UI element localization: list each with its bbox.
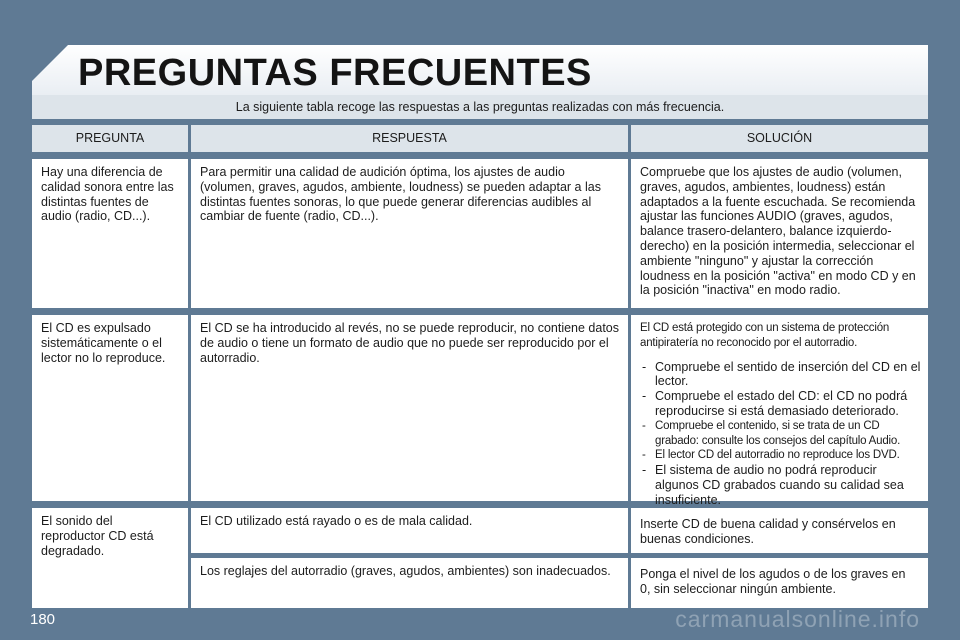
row3-answer-1: El CD utilizado está rayado o es de mala calidad. bbox=[191, 508, 628, 553]
solution-list-item: - Compruebe el sentido de inserción del CD en el lector. bbox=[640, 360, 922, 390]
intro-text: La siguiente tabla recoge las respuestas a las preguntas realizadas con más frecuencia. bbox=[32, 95, 928, 119]
row2-question: El CD es expulsado sistemáticamente o el lector no lo reproduce. bbox=[32, 315, 188, 501]
row2-solution bbox=[631, 315, 928, 507]
solution-list-item: - El sistema de audio no podrá reproducir algunos CD grabados cuando su calidad sea insuficiente. bbox=[640, 463, 922, 507]
header-solution: SOLUCIÓN bbox=[631, 125, 928, 152]
row2-solution-list bbox=[640, 360, 922, 508]
solution-list-item: - El lector CD del autorradio no reproduce los DVD. bbox=[640, 448, 922, 463]
row1-answer: Para permitir una calidad de audición óptima, los ajustes de audio (volumen, graves, agudos, ambiente, loudness) se pueden adaptar a las distintas fuentes sonoras, lo que puede generar diferencias audibles al cambiar de fuente (radio, CD...). bbox=[191, 159, 628, 308]
row3-solution-1: Inserte CD de buena calidad y consérvelos en buenas condiciones. bbox=[631, 508, 928, 553]
row3-question: El sonido del reproductor CD está degradado. bbox=[32, 508, 188, 608]
row3-solution-2: Ponga el nivel de los agudos o de los graves en 0, sin seleccionar ningún ambiente. bbox=[631, 558, 928, 608]
watermark: carmanualsonline.info bbox=[675, 606, 920, 632]
row2-solution-intro: El CD está protegido con un sistema de protección antipiratería no reconocido por el autorradio. bbox=[640, 322, 890, 349]
page-title: PREGUNTAS FRECUENTES bbox=[78, 52, 592, 94]
row2-answer: El CD se ha introducido al revés, no se puede reproducir, no contiene datos de audio o tiene un formato de audio que no puede ser reproducido por el autorradio. bbox=[191, 315, 628, 501]
row1-question: Hay una diferencia de calidad sonora entre las distintas fuentes de audio (radio, CD...). bbox=[32, 159, 188, 308]
row1-solution: Compruebe que los ajustes de audio (volumen, graves, agudos, ambientes, loudness) están adaptados a la fuente escuchada. Se recomienda ajustar las funciones AUDIO (graves, agudos, balance trasero-delantero, balance izquierdo-derecho) en la posición intermedia, seleccionar el ambiente "ninguno" y ajustar la corrección loudness en la posición "activa" en modo CD y en la posición "inactiva" en modo radio. bbox=[631, 159, 928, 308]
header-question: PREGUNTA bbox=[32, 125, 188, 152]
header-answer: RESPUESTA bbox=[191, 125, 628, 152]
faq-page bbox=[32, 45, 928, 608]
row3-answer-2: Los reglajes del autorradio (graves, agudos, ambientes) son inadecuados. bbox=[191, 558, 628, 608]
page-number: 180 bbox=[30, 611, 56, 628]
solution-list-item: - Compruebe el contenido, si se trata de un CD grabado: consulte los consejos del capítulo Audio. bbox=[640, 419, 922, 449]
solution-list-item: - Compruebe el estado del CD: el CD no podrá reproducirse si está demasiado deteriorado. bbox=[640, 389, 922, 419]
